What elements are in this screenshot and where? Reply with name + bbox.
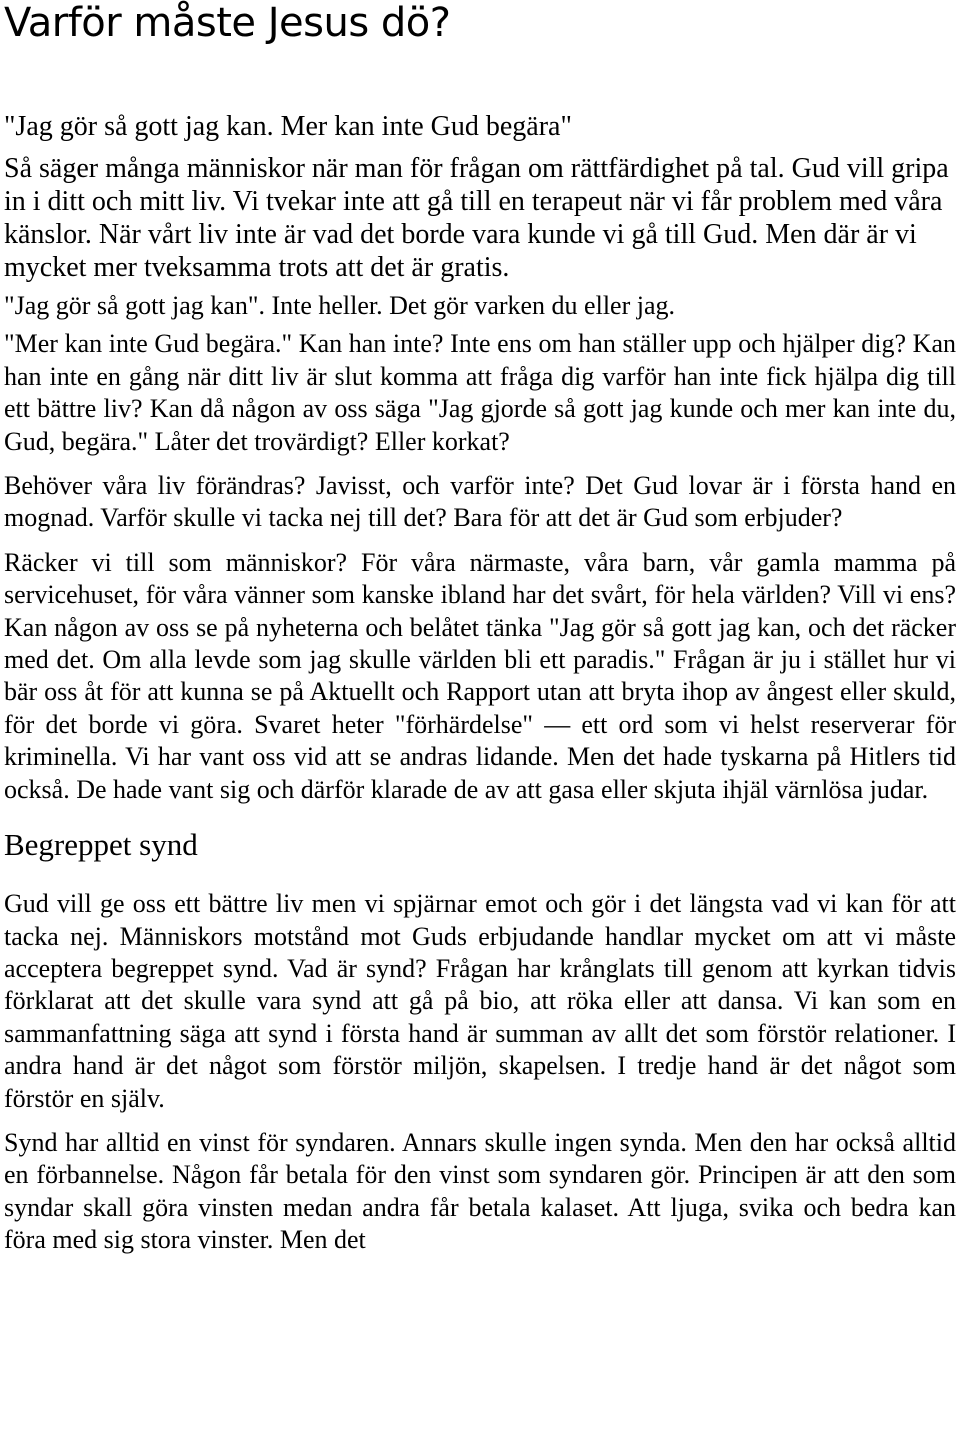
section-paragraph-1: Gud vill ge oss ett bättre liv men vi spjärnar emot och gör i det längsta vad vi kan för att tacka nej. Människors motstånd mot Guds erbjudande handlar mycket om att vi måste acceptera begreppet synd. Vad är synd? Frågan har krånglats till genom att kyrkan tidvis förklarat att det skulle vara synd att gå på bio, att röka eller att dansa. Vi kan som en sammanfattning säga att synd i första hand är summan av allt det som förstör relationer. I andra hand är det något som förstör miljön, skapelsen. I tredje hand är det något som förstör en själv.: [4, 889, 956, 1113]
document-subtitle: "Jag gör så gott jag kan. Mer kan inte Gud begära": [4, 111, 572, 142]
body-paragraph-3: Behöver våra liv förändras? Javisst, och varför inte? Det Gud lovar är i första hand en mognad. Varför skulle vi tacka nej till det? Bara för att det är Gud som erbjuder?: [4, 471, 956, 533]
section-paragraph-2: Synd har alltid en vinst för syndaren. Annars skulle ingen synda. Men den har också alltid en förbannelse. Någon får betala för den vinst som syndaren gör. Principen är att den som syndar skall göra vinsten medan andra får betala kalaset. Att ljuga, svika och bedra kan föra med sig stora vinster. Men det: [4, 1127, 956, 1255]
section-heading: Begreppet synd: [4, 827, 198, 863]
body-paragraph-1: "Jag gör så gott jag kan". Inte heller. Det gör varken du eller jag.: [4, 291, 676, 320]
body-paragraph-4: Räcker vi till som människor? För våra närmaste, våra barn, vår gamla mamma på servicehuset, för våra vänner som kanske ibland har det svårt, för hela världen? Vill vi ens? Kan någon av oss se på nyheterna och belåtet tänka "Jag gör så gott jag kan, och det räcker med det. Om alla levde som jag skulle världen bli ett paradis." Frågan är ju i stället hur vi bär oss åt för att kunna se på Aktuellt och Rapport utan att bryta ihop av ångest eller skuld, för det borde vi göra. Svaret heter "förhärdelse" — ett ord som vi helst reserverar för kriminella. Vi har vant oss vid att se andras lidande. Men det hade tyskarna på Hitlers tid också. De hade vant sig och därför klarade de av att gasa eller skjuta ihjäl värnlösa judar.: [4, 547, 956, 804]
document-title: Varför måste Jesus dö?: [4, 0, 451, 46]
body-paragraph-2: "Mer kan inte Gud begära." Kan han inte? Inte ens om han ställer upp och hjälper dig? Kan han inte en gång när ditt liv är slut komma att fråga dig varför han inte fick hjälpa dig till ett bättre liv? Kan då någon av oss säga "Jag gjorde så gott jag kunde och mer kan inte du, Gud, begära." Låter det trovärdigt? Eller korkat?: [4, 329, 956, 456]
intro-paragraph: Så säger många människor när man för frågan om rättfärdighet på tal. Gud vill gripa in i ditt och mitt liv. Vi tvekar inte att gå till en terapeut när vi får problem med våra känslor. När vårt liv inte är vad det borde vara kunde vi gå till Gud. Men där är vi mycket mer tveksamma trots att det är gratis.: [4, 153, 949, 283]
